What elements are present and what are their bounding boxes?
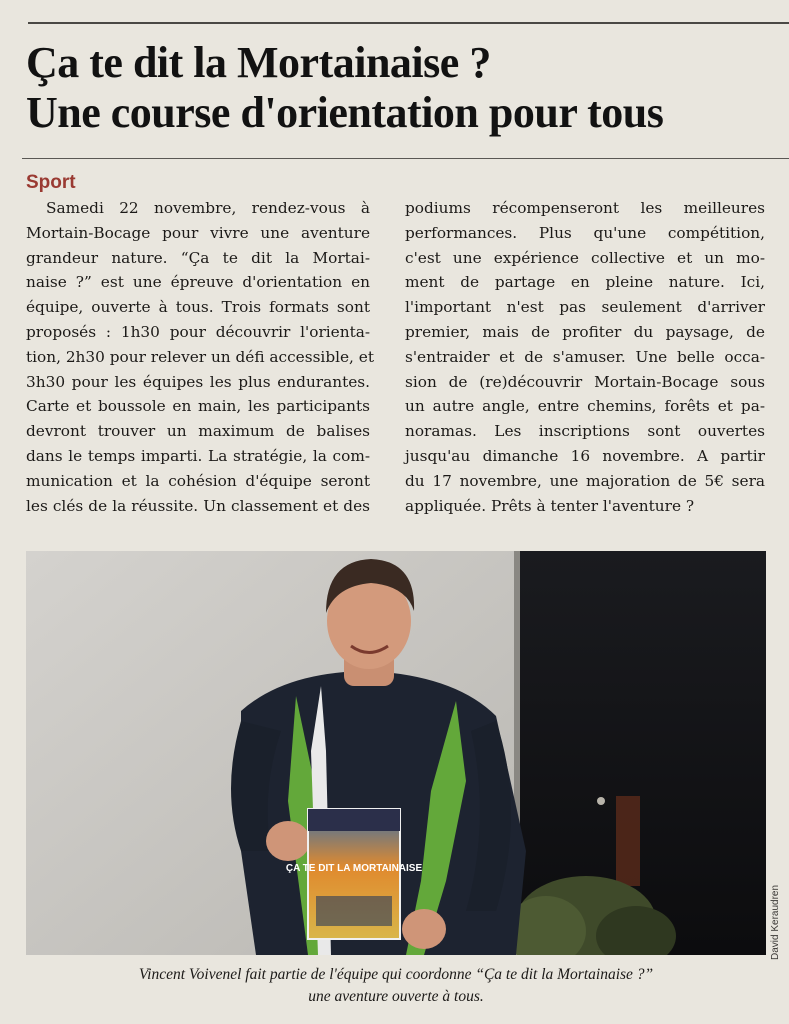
headline-line-2: Une course d'orientation pour tous xyxy=(26,88,664,137)
body-line: podiums récompenseront les meilleures xyxy=(405,199,765,217)
top-rule xyxy=(28,22,789,24)
body-line: du 17 novembre, une majoration de 5€ sera xyxy=(405,471,765,490)
body-line: sion de (re)découvrir Mortain-Bocage sous xyxy=(405,372,765,391)
body-line: naise ?” est une épreuve d'orientation en xyxy=(26,273,370,292)
section-rubric: Sport xyxy=(26,172,76,193)
body-line: proposés : 1h30 pour découvrir l'orienta- xyxy=(26,322,370,341)
article-headline xyxy=(26,38,766,138)
body-line: Mortain-Bocage pour vivre une aventure xyxy=(26,223,370,242)
body-column-left xyxy=(26,196,374,518)
body-line: les clés de la réussite. Un classement et des xyxy=(26,496,370,515)
photo-illustration xyxy=(26,551,766,955)
body-line: noramas. Les inscriptions sont ouvertes xyxy=(405,422,765,441)
body-line: Samedi 22 novembre, rendez-vous à xyxy=(46,199,370,217)
body-line: c'est une expérience collective et un mo- xyxy=(405,248,765,267)
body-line: équipe, ouverte à tous. Trois formats sont xyxy=(26,298,370,317)
photo-caption xyxy=(26,964,766,1008)
body-line: performances. Plus qu'une compétition, xyxy=(405,223,765,242)
body-line: appliquée. Prêts à tenter l'aventure ? xyxy=(405,496,695,515)
body-line: Carte et boussole en main, les participants xyxy=(26,397,370,416)
caption-line-2: une aventure ouverte à tous. xyxy=(308,988,484,1005)
poster-title: ÇA TE DIT LA MORTAINAISE xyxy=(285,863,423,874)
body-line: un autre angle, entre chemins, forêts et pa- xyxy=(405,397,765,416)
body-line: l'important n'est pas seulement d'arriver xyxy=(405,298,765,317)
body-line: ment de partage en pleine nature. Ici, xyxy=(405,273,765,292)
right-hand xyxy=(402,909,446,949)
body-line: tion, 2h30 pour relever un défi accessible, et xyxy=(26,347,374,366)
light-dot xyxy=(597,797,605,805)
headline-line-1: Ça te dit la Mortainaise ? xyxy=(26,38,491,87)
body-line: devront trouver un maximum de balises xyxy=(26,422,370,441)
photo-credit: David Keraudren xyxy=(770,884,781,960)
section-rule xyxy=(22,158,789,159)
body-line: jusqu'au dimanche 16 novembre. A partir xyxy=(405,446,765,465)
body-line: s'entraider et de s'amuser. Une belle occa- xyxy=(405,347,765,366)
body-line: munication et la cohésion d'équipe seront xyxy=(26,471,370,490)
body-column-right xyxy=(405,196,765,518)
body-line: premier, mais de profiter du paysage, de xyxy=(405,322,765,341)
left-hand xyxy=(266,821,310,861)
lamp-glow xyxy=(616,796,640,886)
body-line: 3h30 pour les équipes les plus endurantes. xyxy=(26,372,370,391)
body-line: grandeur nature. “Ça te dit la Mortai- xyxy=(26,248,370,267)
caption-line-1: Vincent Voivenel fait partie de l'équipe qui coordonne “Ça te dit la Mortainaise ?” xyxy=(138,966,654,983)
body-line: dans le temps imparti. La stratégie, la com- xyxy=(26,446,370,465)
article-photo xyxy=(26,551,766,955)
